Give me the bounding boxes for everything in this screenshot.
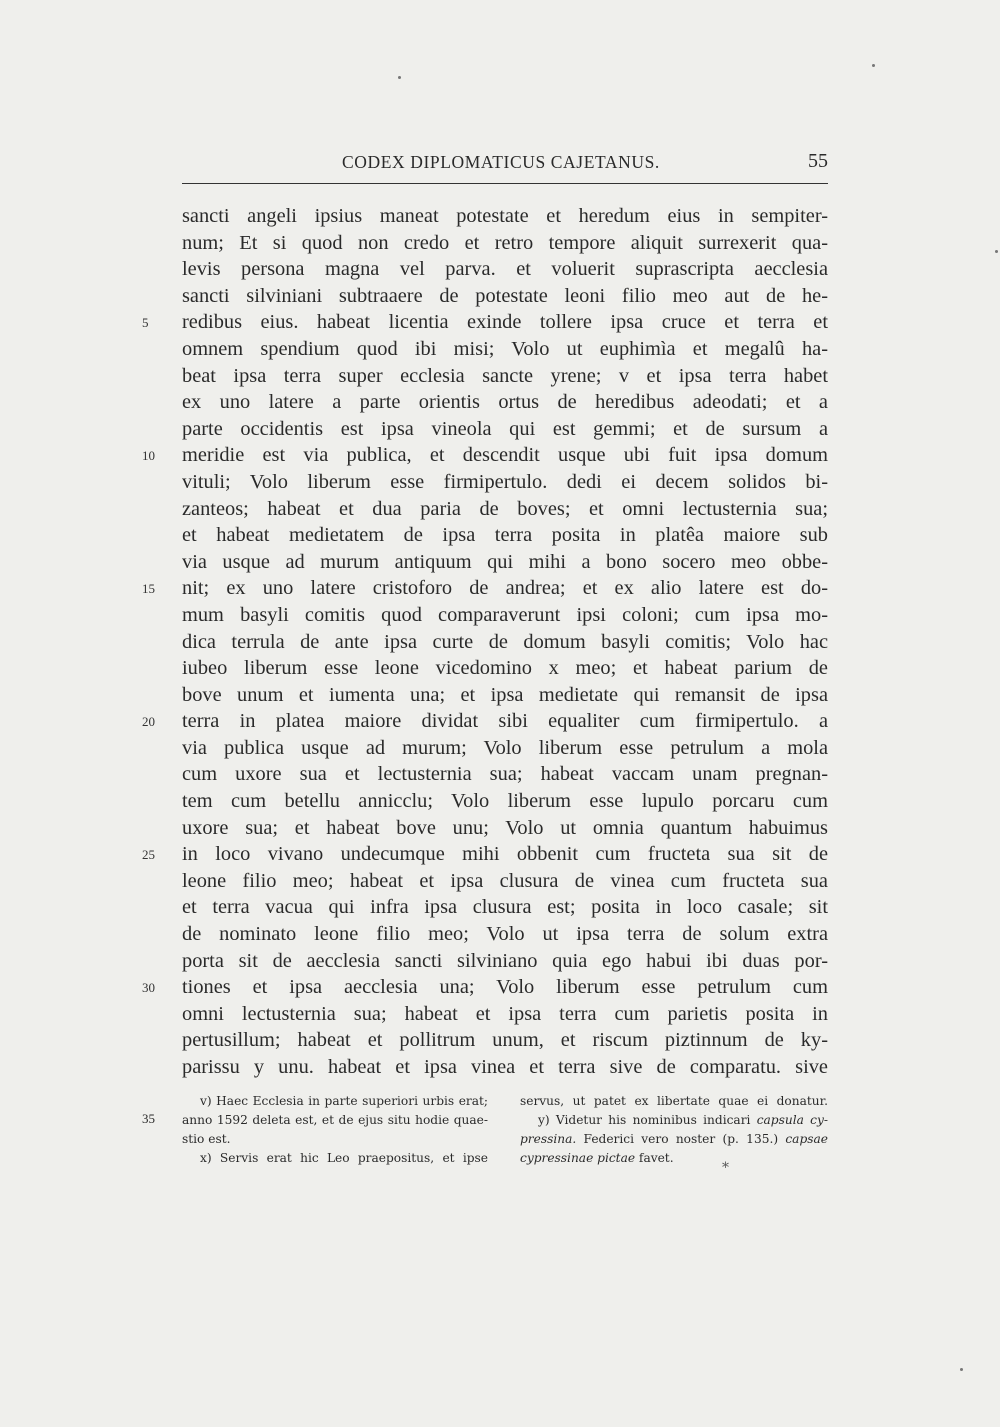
text-line: ex uno latere a parte orientis ortus de heredibus adeodati; et a <box>182 391 828 414</box>
text-line: omnem spendium quod ibi misi; Volo ut euphimìa et megalû ha- <box>182 337 828 360</box>
speck <box>872 64 875 67</box>
line-number: 5 <box>142 315 149 331</box>
line-number: 30 <box>142 980 155 996</box>
text-line: pertusillum; habeat et pollitrum unum, et riscum piztinnum de ky- <box>182 1029 828 1052</box>
line-number: 10 <box>142 448 155 464</box>
text-line: sancti silviniani subtraaere de potestate leoni filio meo aut de he- <box>182 284 828 307</box>
footnote-v-line-2: anno 1592 deleta est, et de ejus situ hodie quae- <box>182 1113 488 1127</box>
footnote-y-line-1 <box>520 1111 828 1130</box>
running-header <box>182 152 828 182</box>
text-line: tiones et ipsa aecclesia una; Volo liberum esse petrulum cum <box>182 976 828 999</box>
text-line: iubeo liberum esse leone vicedomino x meo; et habeat parium de <box>182 657 828 680</box>
text-line: in loco vivano undecumque mihi obbenit cum fructeta sua sit de <box>182 843 828 866</box>
speck <box>995 250 998 253</box>
text-line: beat ipsa terra super ecclesia sancte yrene; v et ipsa terra habet <box>182 364 828 387</box>
line-number: 20 <box>142 714 155 730</box>
text-line: leone filio meo; habeat et ipsa clusura de vinea cum fructeta sua <box>182 869 828 892</box>
text-line: sancti angeli ipsius maneat potestate et heredum eius in sempiter- <box>182 205 828 227</box>
text-line: mum basyli comitis quod comparaverunt ipsi coloni; cum ipsa mo- <box>182 603 828 626</box>
footnote-y-text-2: Federici vero noster (p. 135.) <box>576 1132 786 1146</box>
footnote-line-number: 35 <box>142 1111 155 1126</box>
speck <box>398 76 401 79</box>
text-line: dica terrula de ante ipsa curte de domum basyli comitis; Volo hac <box>182 630 828 653</box>
footnote-y-line-2 <box>520 1130 828 1149</box>
footnote-y-text-3: favet. <box>635 1151 674 1165</box>
footnote-x-line-2: servus, ut patet ex libertate quae ei donatur. <box>520 1094 828 1108</box>
text-line: num; Et si quod non credo et retro tempore aliquit surrexerit qua- <box>182 231 828 254</box>
text-line: nit; ex uno latere cristoforo de andrea; et ex alio latere est do- <box>182 577 828 600</box>
text-line: uxore sua; et habeat bove unu; Volo ut omnia quantum habuimus <box>182 816 828 839</box>
text-line: omni lectusternia sua; habeat et ipsa terra cum parietis posita in <box>182 1002 828 1025</box>
line-number: 25 <box>142 847 155 863</box>
speck <box>960 1368 963 1371</box>
text-line: vituli; Volo liberum esse firmipertulo. dedi ei decem solidos bi- <box>182 470 828 493</box>
text-line: redibus eius. habeat licentia exinde tollere ipsa cruce et terra et <box>182 311 828 334</box>
footnote-y-italic: capsula cy- <box>756 1113 828 1127</box>
text-line: parissu y unu. habeat et ipsa vinea et terra sive de comparatu. sive <box>182 1056 828 1078</box>
text-line: meridie est via publica, et descendit usque ubi fuit ipsa domum <box>182 444 828 467</box>
text-line: zanteos; habeat et dua paria de boves; et omni lectusternia sua; <box>182 497 828 520</box>
footnote-y-line-3 <box>520 1149 828 1168</box>
footnote-v-line-1: v) Haec Ecclesia in parte superiori urbis erat; <box>200 1094 488 1108</box>
text-line: et habeat medietatem de ipsa terra posita in platêa maiore sub <box>182 524 828 547</box>
text-line: et terra vacua qui infra ipsa clusura est; posita in loco casale; sit <box>182 896 828 919</box>
footnotes-left-column <box>182 1092 488 1168</box>
text-line: porta sit de aecclesia sancti silviniano quia ego habui ibi duas por- <box>182 949 828 972</box>
asterisk-mark: * <box>722 1160 729 1176</box>
footnote-y-italic-3: capsae <box>785 1132 828 1146</box>
text-line: bove unum et iumenta una; et ipsa medietate qui remansit de ipsa <box>182 683 828 706</box>
page-number: 55 <box>808 150 828 172</box>
header-rule <box>182 183 828 184</box>
text-line: via publica usque ad murum; Volo liberum esse petrulum a mola <box>182 736 828 759</box>
body-text <box>182 203 828 1081</box>
text-line: levis persona magna vel parva. et voluerit suprascripta aecclesia <box>182 258 828 281</box>
footnote-v-line-3: stio est. <box>182 1132 231 1146</box>
footnote-y-text: y) Videtur his nominibus indicari <box>538 1113 757 1127</box>
text-line: terra in platea maiore dividat sibi equaliter cum firmipertulo. a <box>182 710 828 733</box>
footnote-y-italic-4: cypressinae pictae <box>520 1151 636 1165</box>
text-line: parte occidentis est ipsa vineola qui est gemmi; et de sursum a <box>182 417 828 440</box>
header-title: CODEX DIPLOMATICUS CAJETANUS. <box>342 152 660 172</box>
text-line: cum uxore sua et lectusternia sua; habeat vaccam unam pregnan- <box>182 763 828 786</box>
footnotes-right-column <box>520 1092 828 1168</box>
text-line: tem cum betellu annicclu; Volo liberum esse lupulo porcaru cum <box>182 790 828 813</box>
text-line: via usque ad murum antiquum qui mihi a bono socero meo obbe- <box>182 550 828 573</box>
line-number: 15 <box>142 581 155 597</box>
footnote-y-italic-2: pressina. <box>520 1132 577 1146</box>
footnote-x-line-1: x) Servis erat hic Leo praepositus, et ipse <box>200 1151 488 1165</box>
text-line: de nominato leone filio meo; Volo ut ipsa terra de solum extra <box>182 923 828 946</box>
